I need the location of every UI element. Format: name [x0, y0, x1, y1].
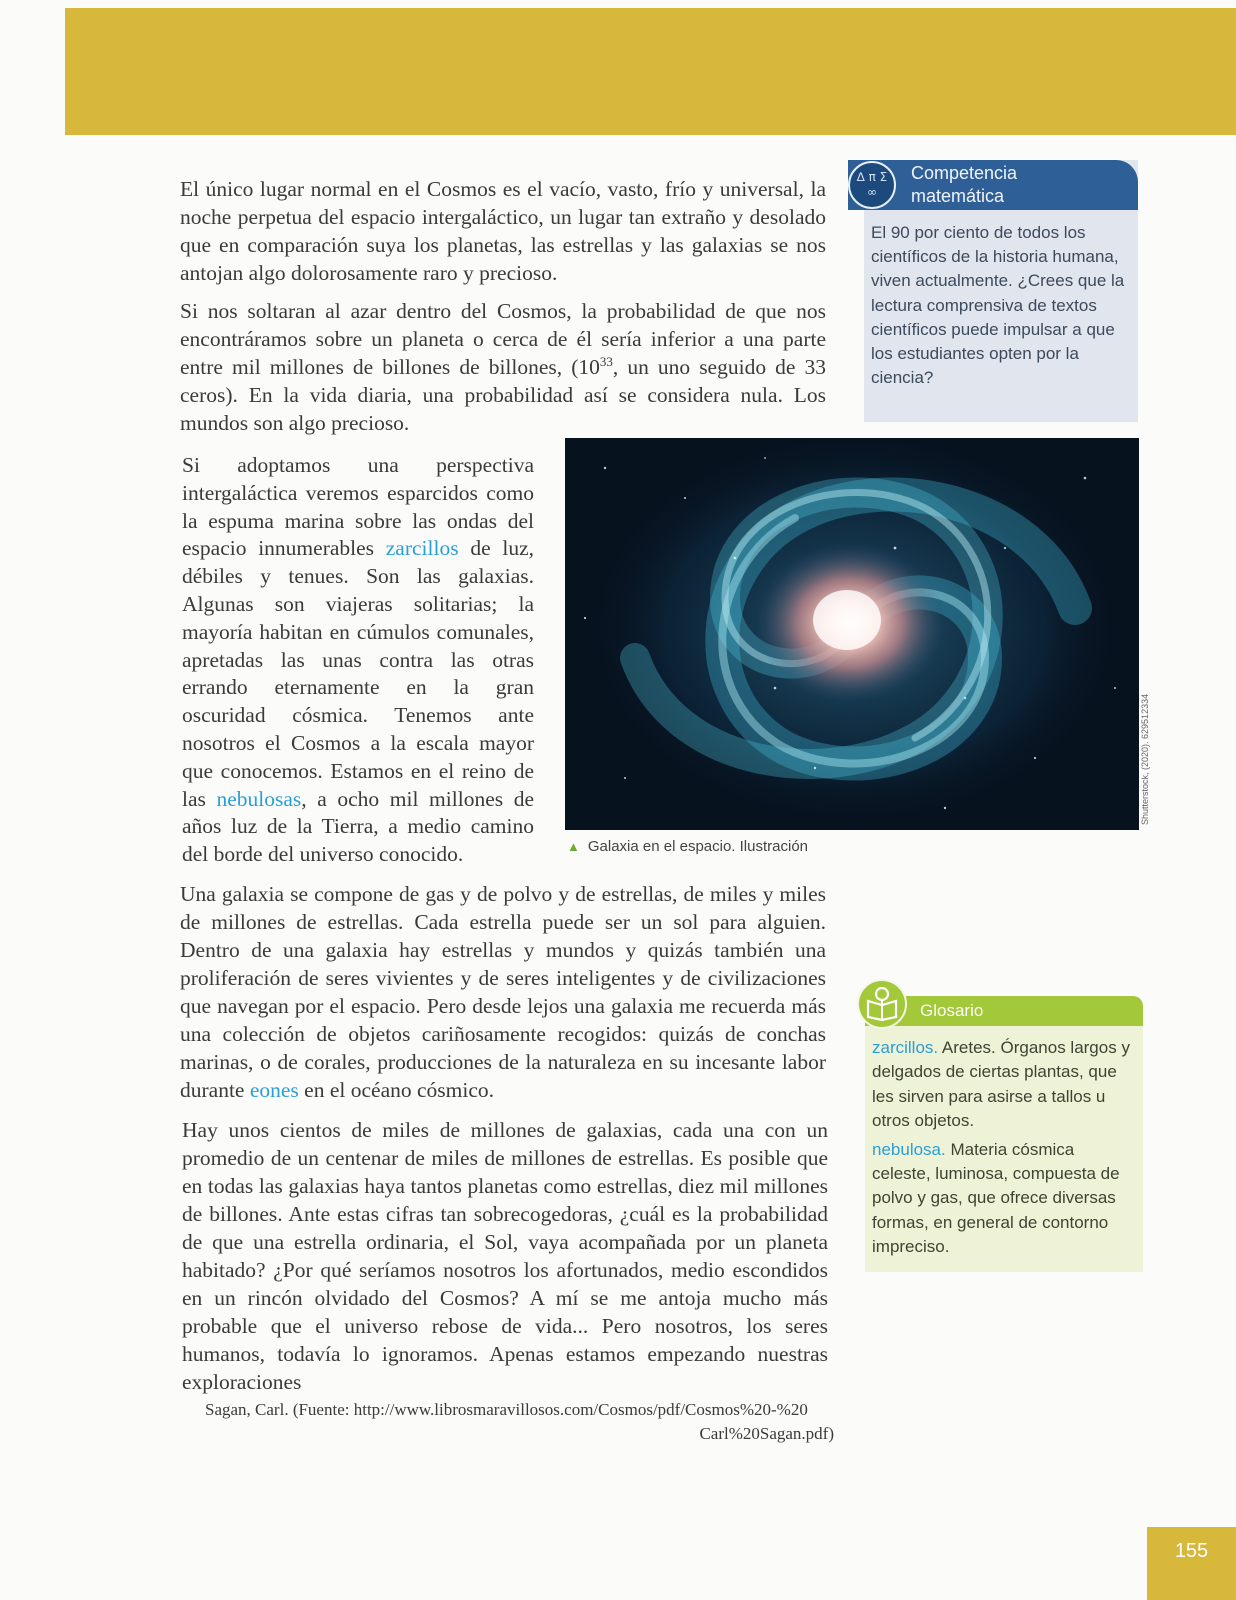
- figure-caption: ▲ Galaxia en el espacio. Ilustración: [567, 838, 808, 855]
- image-credit: Shutterstock, (2020). 629512334: [1140, 693, 1150, 825]
- paragraph-3: Si adoptamos una perspectiva intergaláctica veremos esparcidos como la espuma marina sobre las ondas del espacio innumerables zarcillos de luz, débiles y tenues. Son las galaxias. Algunas son viajeras solitarias; la mayoría habitan en cúmulos comunales, apretadas las unas contra las otras errando eternamente en la gran oscuridad cósmica. Tenemos ante nosotros el Cosmos a la escala mayor que conocemos. Estamos en el reino de las nebulosas, a ocho mil millones de años luz de la Tierra, a medio camino del borde del universo conocido.: [182, 453, 534, 867]
- competencia-title: Competencia matemática: [911, 163, 1018, 206]
- paragraph-2: Si nos soltaran al azar dentro del Cosmos, la probabilidad de que nos encontráramos sobre un planeta o cerca de él sería inferior a una parte entre mil millones de billones de billones, ($10^{33}$, un uno seguido de 33 ceros). En la vida diaria, una probabilidad así se considera nula. Los mundos son algo precioso.: [180, 299, 826, 435]
- page-number: 155: [1174, 1540, 1209, 1562]
- top-color-band: [65, 8, 1236, 135]
- math-symbols-icon: ∆ π Σ ∞: [848, 161, 896, 209]
- competencia-body: El 90 por ciento de todos los científicos de la historia humana, viven actualmente. ¿Crees que la lectura comprensiva de textos científicos puede impulsar a que los estudiantes opten por la ciencia?: [871, 223, 1125, 388]
- source-citation: [180, 1398, 834, 1446]
- term-zarcillos[interactable]: zarcillos: [385, 536, 459, 561]
- source-line-1: Sagan, Carl. (Fuente: http://www.librosmaravillosos.com/Cosmos/pdf/Cosmos%20-%20: [205, 1400, 808, 1419]
- glosario-title: Glosario: [920, 1001, 984, 1020]
- term-nebulosas[interactable]: nebulosas: [216, 786, 302, 811]
- page-number-box: [1147, 1527, 1236, 1600]
- paragraph-1: El único lugar normal en el Cosmos es el vacío, vasto, frío y universal, la noche perpetua del espacio intergaláctico, un lugar tan extraño y desolado que en comparación suya los planetas, las estrellas y las galaxias se nos antojan algo dolorosamente raro y precioso.: [180, 177, 826, 285]
- book-lightbulb-icon: [857, 979, 907, 1029]
- paragraph-4: Una galaxia se compone de gas y de polvo y de estrellas, de miles y miles de millones de estrellas. Cada estrella puede ser un sol para alguien. Dentro de una galaxia hay estrellas y mundos y quizás también una proliferación de seres vivientes y de seres inteligentes y de civilizaciones que navegan por el espacio. Pero desde lejos una galaxia me recuerda más una colección de objetos cariñosamente recogidos: quizás de conchas marinas, o de corales, producciones de la naturaleza en su incesante labor durante eones en el océano cósmico.: [180, 882, 826, 1102]
- paragraph-5: Hay unos cientos de miles de millones de galaxias, cada una con un promedio de un centenar de miles de millones de estrellas. Es posible que en todas las galaxias haya tantos planetas como estrellas, diez mil millones de billones. Ante estas cifras tan sobrecogedoras, ¿cuál es la probabilidad de que una estrella ordinaria, el Sol, vaya acompañada por un planeta habitado? ¿Por qué seríamos nosotros los afortunados, medio escondidos en un rincón olvidado del Cosmos? A mí se me antoja mucho más probable que el universo rebose de vida... Pero nosotros, los seres humanos, todavía lo ignoramos. Apenas estamos empezando nuestras exploraciones: [182, 1118, 828, 1394]
- exponent: 33: [599, 353, 613, 369]
- source-line-2: Carl%20Sagan.pdf): [699, 1424, 834, 1443]
- glosario-entry-zarcillos: zarcillos. Aretes. Órganos largos y delgados de ciertas plantas, que les sirven para asirse a tallos u otros objetos.: [872, 1038, 1130, 1131]
- glosario-body: [872, 1036, 1136, 1264]
- glosario-entry-nebulosa: nebulosa. Materia cósmica celeste, luminosa, compuesta de polvo y gas, que ofrece diversas formas, en general de contorno impreciso.: [872, 1139, 1120, 1257]
- term-eones[interactable]: eones: [249, 1078, 299, 1102]
- galaxy-illustration: [565, 438, 1139, 830]
- triangle-icon: ▲: [567, 839, 580, 854]
